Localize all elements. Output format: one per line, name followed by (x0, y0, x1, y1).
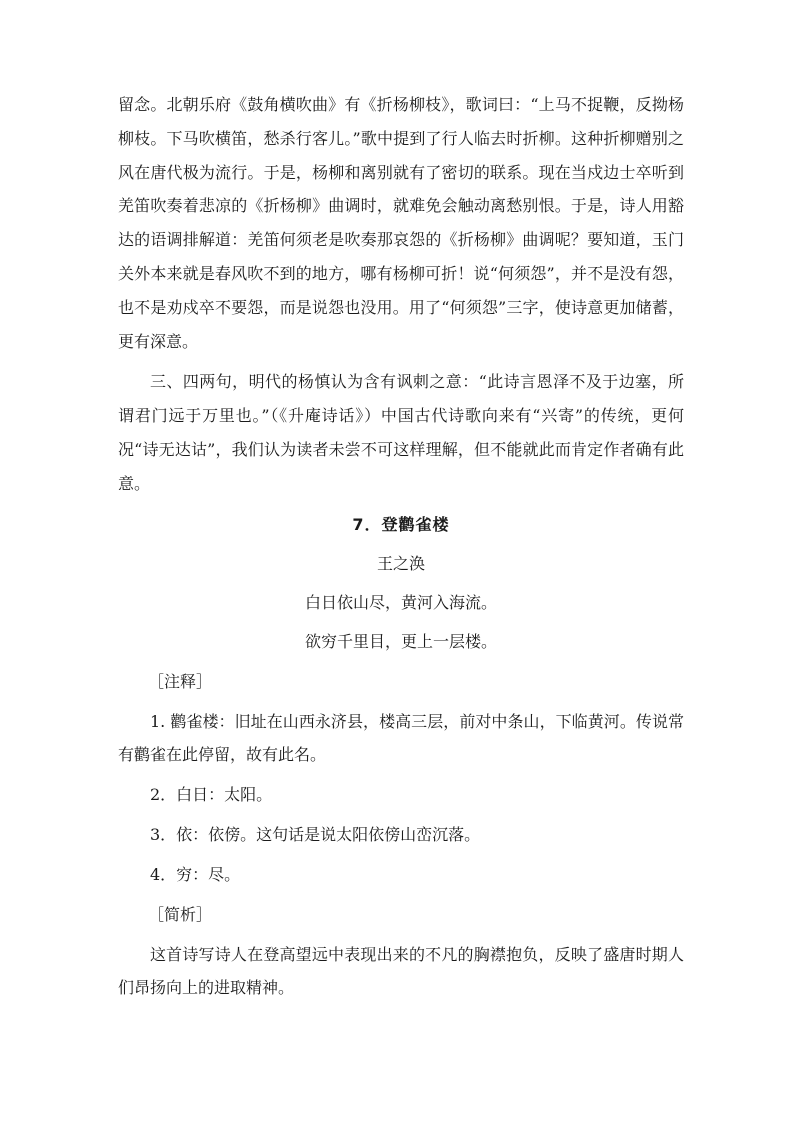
document-page (118, 88, 684, 1005)
poem-author: 王之涣 (376, 553, 425, 573)
paragraph-yang-shen-commentary: 三、四两句，明代的杨慎认为含有讽刺之意：“此诗言恩泽不及于边塞，所谓君门远于万里也。”（《升庵诗话》）中国古代诗歌向来有“兴寄”的传统，更何况“诗无达诂”，我们认为读者未尝不可这样理解，但不能就此而肯定作者确有此意。 (118, 372, 684, 493)
poem-line: 欲穷千里目，更上一层楼。 (304, 631, 497, 651)
note-item: 3．依：依傍。这句话是说太阳依傍山峦沉落。 (150, 824, 481, 844)
analysis-heading: ［简析］ (148, 904, 213, 924)
note-item: 1. 鹳雀楼：旧址在山西永济县，楼高三层，前对中条山，下临黄河。传说常有鹳雀在此停留，故有此名。 (118, 711, 684, 765)
poem-line: 白日依山尽，黄河入海流。 (304, 592, 497, 612)
paragraph-folk-song-willow: 留念。北朝乐府《鼓角横吹曲》有《折杨柳枝》，歌词曰：“上马不捉鞭，反拗杨柳枝。下马吹横笛，愁杀行客儿。”歌中提到了行人临去时折柳。这种折柳赠别之风在唐代极为流行。于是，杨柳和离别就有了密切的联系。现在当戍边士卒听到羌笛吹奏着悲凉的《折杨柳》曲调时，就难免会触动离愁别恨。于是，诗人用豁达的语调排解道：羌笛何须老是吹奏那哀怨的《折杨柳》曲调呢？要知道，玉门关外本来就是春风吹不到的地方，哪有杨柳可折！说“何须怨”，并不是没有怨，也不是劝戍卒不要怨，而是说怨也没用。用了“何须怨”三字，使诗意更加储蓄，更有深意。 (118, 95, 684, 351)
note-item: 4．穷：尽。 (150, 864, 241, 884)
analysis-text: 这首诗写诗人在登高望远中表现出来的不凡的胸襟抱负，反映了盛唐时期人们昂扬向上的进取精神。 (118, 944, 684, 998)
notes-heading: ［注释］ (148, 671, 213, 691)
note-item: 2．白日：太阳。 (150, 785, 273, 805)
poem-title: 7．登鹳雀楼 (352, 514, 450, 534)
